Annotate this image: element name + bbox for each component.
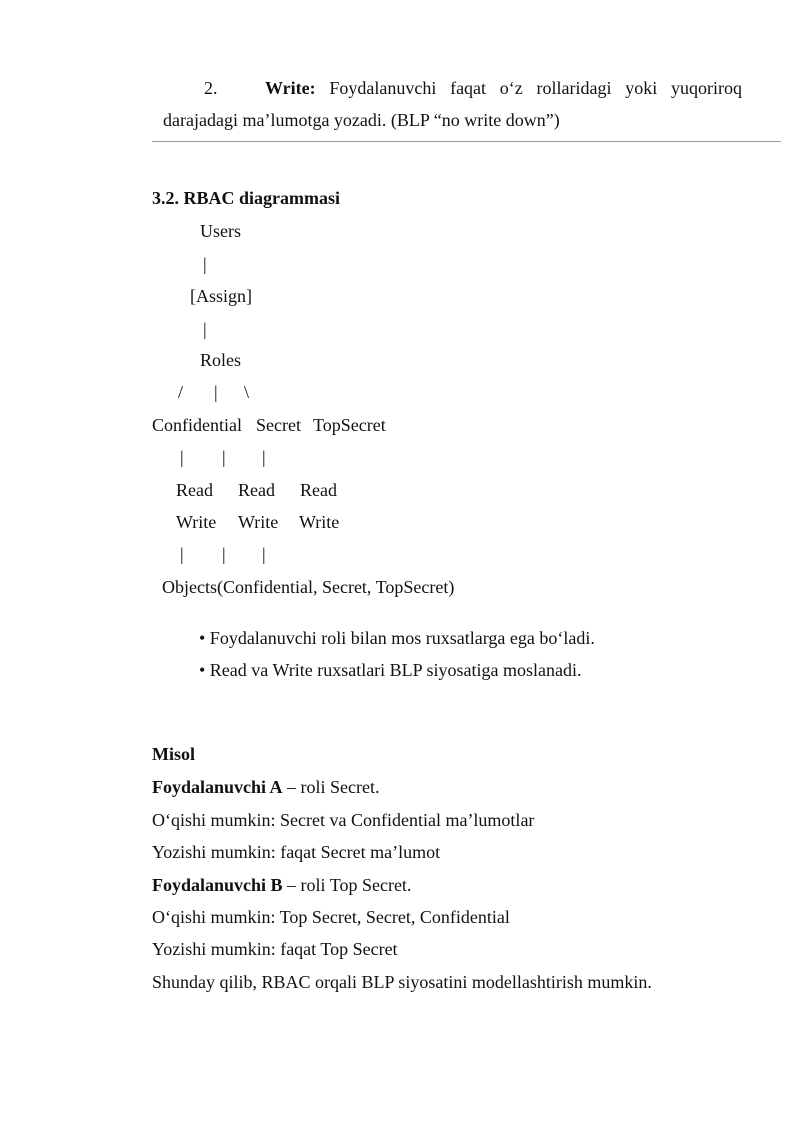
user-a-label: Foydalanuvchi A (152, 777, 283, 797)
diagram-read: Read (300, 480, 337, 500)
user-a-role: – roli Secret. (282, 777, 380, 797)
user-b-read: O‘qishi mumkin: Top Secret, Secret, Confidential (152, 907, 510, 927)
diagram-connector: | (262, 544, 266, 564)
section-heading: 3.2. RBAC diagrammasi (152, 188, 340, 208)
diagram-connector: | (203, 254, 207, 274)
diagram-assign: [Assign] (190, 286, 252, 306)
diagram-users: Users (200, 221, 241, 241)
diagram-branch-left: / (178, 382, 184, 402)
horizontal-divider (152, 141, 781, 142)
diagram-branch-mid: | (214, 382, 218, 402)
user-a-line (152, 776, 380, 798)
diagram-roles: Roles (200, 350, 242, 370)
diagram-connector: | (222, 544, 226, 564)
diagram-read: Read (238, 480, 275, 500)
item2-word: Foydalanuvchi (329, 78, 437, 98)
diagram-connector: | (262, 447, 266, 467)
diagram-connector: | (222, 447, 226, 467)
diagram-level-confidential: Confidential (152, 415, 242, 435)
diagram-branch-right: \ (244, 382, 250, 402)
diagram-level-topsecret: TopSecret (313, 415, 386, 435)
item2-label: Write: (264, 78, 316, 98)
user-a-write: Yozishi mumkin: faqat Secret ma’lumot (152, 842, 441, 862)
diagram-write: Write (176, 512, 217, 532)
item2-word: o‘z (499, 78, 523, 98)
item2-first-line (204, 77, 742, 99)
item2-word: faqat (450, 78, 487, 98)
diagram-connector: | (180, 447, 184, 467)
diagram-level-secret: Secret (256, 415, 301, 435)
user-b-role: – roli Top Secret. (282, 875, 412, 895)
diagram-write: Write (238, 512, 279, 532)
user-b-line (152, 874, 411, 896)
example-heading: Misol (152, 744, 195, 764)
diagram-connector: | (180, 544, 184, 564)
diagram-objects: Objects(Confidential, Secret, TopSecret) (162, 577, 455, 597)
diagram-write: Write (299, 512, 340, 532)
user-b-write: Yozishi mumkin: faqat Top Secret (152, 939, 398, 959)
conclusion: Shunday qilib, RBAC orqali BLP siyosatini modellashtirish mumkin. (152, 972, 652, 992)
item2-number: 2. (204, 78, 218, 98)
diagram-read: Read (176, 480, 213, 500)
item2-second-line: darajadagi ma’lumotga yozadi. (BLP “no write down”) (163, 110, 560, 130)
item2-word: yoki (625, 78, 658, 98)
user-a-read: O‘qishi mumkin: Secret va Confidential ma’lumotlar (152, 810, 535, 830)
bullet-item: • Read va Write ruxsatlari BLP siyosatiga moslanadi. (199, 660, 582, 680)
item2-word: yuqoriroq (670, 78, 742, 98)
user-b-label: Foydalanuvchi B (152, 875, 283, 895)
item2-word: rollaridagi (536, 78, 612, 98)
diagram-connector: | (203, 319, 207, 339)
bullet-item: • Foydalanuvchi roli bilan mos ruxsatlarga ega bo‘ladi. (199, 628, 595, 648)
